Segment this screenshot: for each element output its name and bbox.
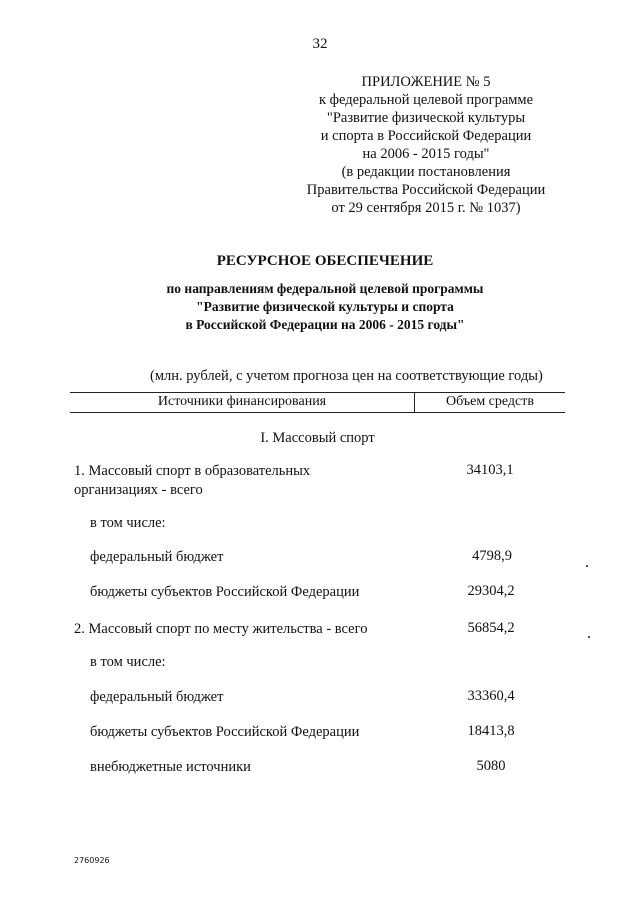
appendix-line: от 29 сентября 2015 г. № 1037)	[331, 200, 521, 216]
table-row-label	[74, 462, 310, 500]
scan-speck	[588, 636, 590, 638]
title-main: РЕСУРСНОЕ ОБЕСПЕЧЕНИЕ	[216, 253, 434, 269]
table-row-value: 29304,2	[467, 583, 515, 599]
table-header	[70, 392, 565, 413]
appendix-line: (в редакции постановления	[341, 164, 511, 180]
appendix-line: "Развитие физической культуры	[326, 110, 526, 126]
scan-speck	[586, 565, 588, 567]
footer-code: 2760926	[74, 856, 110, 865]
appendix-block	[292, 73, 560, 217]
section-heading: I. Массовый спорт	[260, 430, 375, 446]
title-subtitle-line: "Развитие физической культуры и спорта	[196, 299, 454, 314]
header-volume: Объем средств	[445, 394, 534, 409]
table-row-label: бюджеты субъектов Российской Федерации	[90, 584, 360, 600]
table-row-label: бюджеты субъектов Российской Федерации	[90, 724, 360, 740]
appendix-title: ПРИЛОЖЕНИЕ № 5	[361, 74, 491, 90]
table-row-label: федеральный бюджет	[90, 549, 224, 565]
title-subtitle	[90, 280, 560, 334]
table-row-value: 33360,4	[467, 688, 515, 704]
table-row-label: в том числе:	[90, 515, 166, 531]
row-label-line: 1. Массовый спорт в образовательных	[74, 463, 311, 479]
appendix-line: на 2006 - 2015 годы"	[362, 146, 490, 162]
table-row-value: 56854,2	[467, 620, 515, 636]
table-row-value: 5080	[476, 758, 506, 774]
row-label-line: организациях - всего	[74, 482, 203, 498]
table-row-label: в том числе:	[90, 654, 166, 670]
title-subtitle-line: в Российской Федерации на 2006 - 2015 годы"	[185, 317, 465, 332]
appendix-line: и спорта в Российской Федерации	[320, 128, 532, 144]
table-row-label: федеральный бюджет	[90, 689, 224, 705]
header-source: Источники финансирования	[157, 394, 327, 409]
title-subtitle-line: по направлениям федеральной целевой программы	[166, 281, 484, 296]
document-title	[90, 253, 560, 334]
appendix-line: Правительства Российской Федерации	[306, 182, 546, 198]
appendix-line: к федеральной целевой программе	[318, 92, 534, 108]
units-note: (млн. рублей, с учетом прогноза цен на соответствующие годы)	[150, 368, 543, 384]
table-row-label: 2. Массовый спорт по месту жительства - всего	[74, 621, 368, 637]
table-row-label: внебюджетные источники	[90, 759, 251, 775]
page-number: 32	[312, 36, 328, 52]
table-row-value: 4798,9	[472, 548, 512, 564]
table-row-value: 18413,8	[467, 723, 515, 739]
table-row-value: 34103,1	[466, 462, 514, 478]
